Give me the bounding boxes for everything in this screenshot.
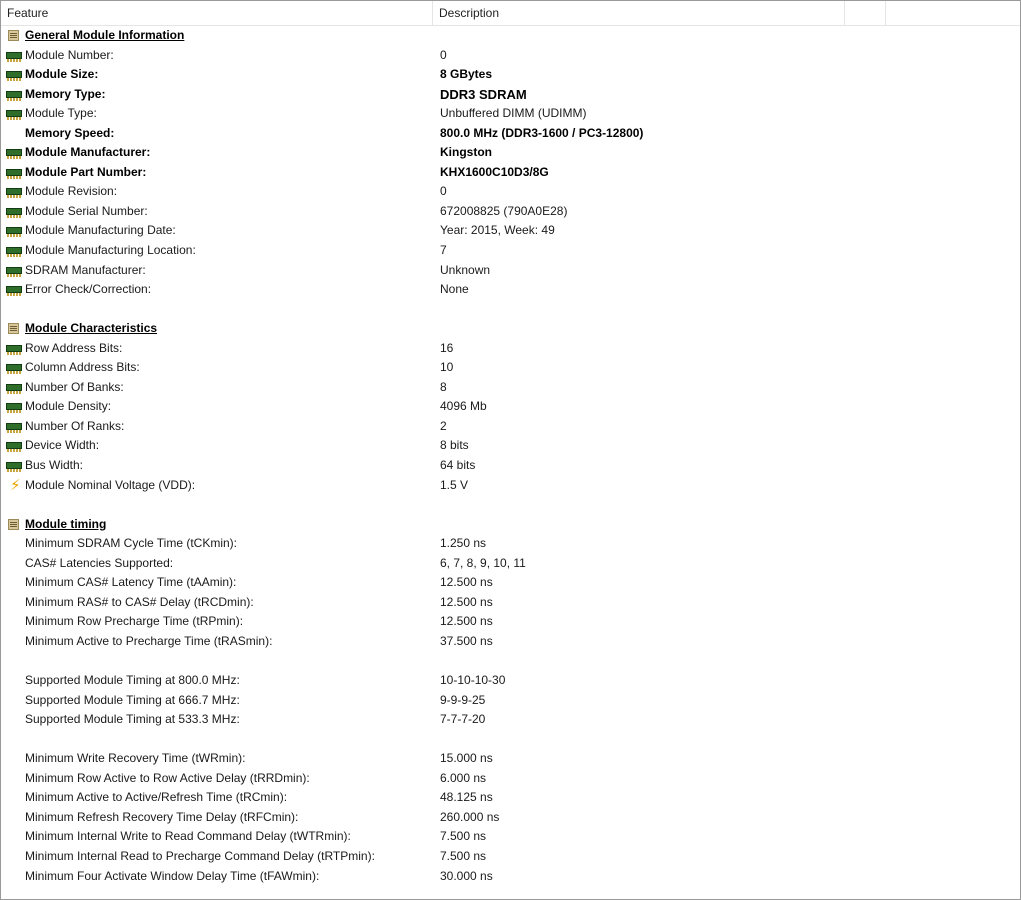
memory-module-icon xyxy=(6,225,22,237)
feature-value: 9-9-9-25 xyxy=(440,692,486,707)
blank-row xyxy=(1,730,1020,750)
feature-value: DDR3 SDRAM xyxy=(440,86,527,102)
feature-value: 672008825 (790A0E28) xyxy=(440,203,568,218)
feature-label: Module Nominal Voltage (VDD): xyxy=(25,477,196,492)
feature-label: Row Address Bits: xyxy=(25,340,123,355)
feature-label: Device Width: xyxy=(25,438,100,453)
feature-label: Module Serial Number: xyxy=(25,203,148,218)
memory-module-icon xyxy=(6,382,22,394)
list-item[interactable] xyxy=(1,808,1020,828)
list-item[interactable] xyxy=(1,104,1020,124)
list-item[interactable] xyxy=(1,241,1020,261)
feature-label: Minimum SDRAM Cycle Time (tCKmin): xyxy=(25,536,238,551)
feature-value: 7.500 ns xyxy=(440,829,487,844)
memory-module-icon xyxy=(6,206,22,218)
feature-label: Module Type: xyxy=(25,106,97,121)
feature-value: 7.500 ns xyxy=(440,848,487,863)
feature-label: Module Characteristics xyxy=(25,321,158,336)
feature-value: 12.500 ns xyxy=(440,575,493,590)
feature-label: Minimum Active to Precharge Time (tRASmin): xyxy=(25,633,273,648)
feature-label: Memory Type: xyxy=(25,86,106,101)
feature-label: Module Size: xyxy=(25,67,99,82)
column-header-description[interactable]: Description xyxy=(433,1,845,25)
feature-label: Supported Module Timing at 666.7 MHz: xyxy=(25,692,240,707)
feature-label: Minimum RAS# to CAS# Delay (tRCDmin): xyxy=(25,594,254,609)
feature-value: 8 bits xyxy=(440,438,469,453)
feature-list xyxy=(1,26,1020,886)
memory-module-icon xyxy=(6,89,22,101)
feature-label: Module Manufacturing Location: xyxy=(25,243,196,258)
list-item[interactable] xyxy=(1,534,1020,554)
feature-value: 6.000 ns xyxy=(440,770,487,785)
feature-value: 30.000 ns xyxy=(440,868,493,883)
feature-label: Minimum Internal Read to Precharge Command Delay (tRTPmin): xyxy=(25,848,375,863)
list-item[interactable] xyxy=(1,85,1020,105)
list-item[interactable] xyxy=(1,397,1020,417)
feature-label: Column Address Bits: xyxy=(25,360,140,375)
feature-label: Number Of Banks: xyxy=(25,379,124,394)
feature-value: Year: 2015, Week: 49 xyxy=(440,223,555,238)
list-item[interactable] xyxy=(1,339,1020,359)
feature-value: 7 xyxy=(440,243,447,258)
list-item[interactable] xyxy=(1,182,1020,202)
feature-label: Module Manufacturer: xyxy=(25,145,151,160)
feature-value: Unknown xyxy=(440,262,491,277)
list-item[interactable] xyxy=(1,671,1020,691)
list-item[interactable] xyxy=(1,417,1020,437)
feature-label: Supported Module Timing at 533.3 MHz: xyxy=(25,712,240,727)
feature-label: General Module Information xyxy=(25,28,185,42)
column-header-feature[interactable]: Feature xyxy=(1,1,433,25)
list-item[interactable] xyxy=(1,378,1020,398)
feature-value: 6, 7, 8, 9, 10, 11 xyxy=(440,555,526,570)
list-item[interactable] xyxy=(1,436,1020,456)
feature-value: None xyxy=(440,282,469,297)
list-item[interactable] xyxy=(1,769,1020,789)
feature-label: Error Check/Correction: xyxy=(25,282,152,297)
feature-value: Kingston xyxy=(440,145,492,160)
feature-value: Unbuffered DIMM (UDIMM) xyxy=(440,106,587,121)
feature-label: Number Of Ranks: xyxy=(25,418,125,433)
feature-value: 2 xyxy=(440,418,447,433)
feature-label: Minimum Four Activate Window Delay Time (tFAWmin): xyxy=(25,868,320,883)
feature-value: 10 xyxy=(440,360,454,375)
memory-module-icon xyxy=(6,108,22,120)
feature-value: 0 xyxy=(440,47,447,62)
list-item[interactable] xyxy=(1,456,1020,476)
feature-label: Bus Width: xyxy=(25,458,84,473)
memory-module-icon xyxy=(6,284,22,296)
list-item[interactable] xyxy=(1,827,1020,847)
lightning-bolt-icon: ⚡ xyxy=(10,476,21,494)
feature-value: KHX1600C10D3/8G xyxy=(440,164,549,179)
list-item[interactable] xyxy=(1,749,1020,769)
memory-module-icon xyxy=(6,186,22,198)
feature-label: Supported Module Timing at 800.0 MHz: xyxy=(25,673,240,688)
list-item[interactable] xyxy=(1,593,1020,613)
feature-value: 800.0 MHz (DDR3-1600 / PC3-12800) xyxy=(440,125,644,140)
list-item[interactable] xyxy=(1,163,1020,183)
list-item[interactable] xyxy=(1,202,1020,222)
feature-value: 12.500 ns xyxy=(440,594,493,609)
feature-value: 1.5 V xyxy=(440,477,469,492)
list-item[interactable] xyxy=(1,847,1020,867)
feature-value: 8 xyxy=(440,379,447,394)
list-item[interactable] xyxy=(1,261,1020,281)
feature-label: Module Revision: xyxy=(25,184,118,199)
feature-label: Module Number: xyxy=(25,47,114,62)
memory-module-icon xyxy=(6,362,22,374)
list-item[interactable] xyxy=(1,554,1020,574)
memory-module-icon xyxy=(6,245,22,257)
feature-value: 1.250 ns xyxy=(440,536,487,551)
blank-row xyxy=(1,652,1020,672)
feature-value: 64 bits xyxy=(440,458,476,473)
list-item[interactable] xyxy=(1,632,1020,652)
list-item[interactable] xyxy=(1,221,1020,241)
list-item[interactable] xyxy=(1,65,1020,85)
section-header[interactable] xyxy=(1,26,1020,46)
list-item[interactable] xyxy=(1,46,1020,66)
feature-value: 10-10-10-30 xyxy=(440,673,506,688)
feature-label: Module timing xyxy=(25,516,107,531)
feature-label: SDRAM Manufacturer: xyxy=(25,262,146,277)
feature-label: Memory Speed: xyxy=(25,125,115,140)
list-item[interactable] xyxy=(1,691,1020,711)
memory-module-icon xyxy=(6,50,22,62)
feature-label: Minimum Internal Write to Read Command Delay (tWTRmin): xyxy=(25,829,351,844)
feature-value: 260.000 ns xyxy=(440,809,500,824)
feature-label: Module Density: xyxy=(25,399,112,414)
memory-module-icon xyxy=(6,147,22,159)
list-item[interactable] xyxy=(1,143,1020,163)
memory-module-icon xyxy=(6,421,22,433)
list-item[interactable] xyxy=(1,573,1020,593)
list-item[interactable] xyxy=(1,867,1020,887)
memory-module-icon xyxy=(6,69,22,81)
feature-label: Minimum Active to Active/Refresh Time (tRCmin): xyxy=(25,790,288,805)
feature-value: 37.500 ns xyxy=(440,633,493,648)
section-icon xyxy=(6,30,22,42)
feature-value: 15.000 ns xyxy=(440,751,493,766)
blank-row xyxy=(1,300,1020,320)
list-item[interactable] xyxy=(1,710,1020,730)
section-header[interactable] xyxy=(1,319,1020,339)
list-item[interactable] xyxy=(1,788,1020,808)
list-item[interactable] xyxy=(1,358,1020,378)
memory-module-icon xyxy=(6,343,22,355)
memory-module-icon xyxy=(6,460,22,472)
memory-module-icon xyxy=(6,167,22,179)
list-item[interactable] xyxy=(1,280,1020,300)
feature-label: Module Manufacturing Date: xyxy=(25,223,176,238)
feature-label: Minimum Write Recovery Time (tWRmin): xyxy=(25,751,246,766)
list-item[interactable] xyxy=(1,612,1020,632)
feature-value: 4096 Mb xyxy=(440,399,487,414)
column-header-empty[interactable] xyxy=(845,1,886,25)
section-icon xyxy=(6,323,22,335)
feature-value: 48.125 ns xyxy=(440,790,493,805)
list-header xyxy=(1,1,1020,26)
memory-module-icon xyxy=(6,265,22,277)
blank-row xyxy=(1,495,1020,515)
feature-label: Minimum Row Precharge Time (tRPmin): xyxy=(25,614,244,629)
feature-value: 7-7-7-20 xyxy=(440,712,486,727)
feature-label: Minimum Refresh Recovery Time Delay (tRFCmin): xyxy=(25,809,299,824)
feature-label: Module Part Number: xyxy=(25,164,147,179)
feature-value: 12.500 ns xyxy=(440,614,493,629)
feature-value: 0 xyxy=(440,184,447,199)
feature-label: CAS# Latencies Supported: xyxy=(25,555,174,570)
list-item[interactable] xyxy=(1,476,1020,496)
feature-label: Minimum Row Active to Row Active Delay (tRRDmin): xyxy=(25,770,310,785)
memory-module-icon xyxy=(6,401,22,413)
feature-value: 8 GBytes xyxy=(440,67,493,82)
list-item[interactable] xyxy=(1,124,1020,144)
feature-label: Minimum CAS# Latency Time (tAAmin): xyxy=(25,575,237,590)
memory-module-icon xyxy=(6,440,22,452)
feature-value: 16 xyxy=(440,340,454,355)
section-header[interactable] xyxy=(1,515,1020,535)
section-icon xyxy=(6,519,22,531)
